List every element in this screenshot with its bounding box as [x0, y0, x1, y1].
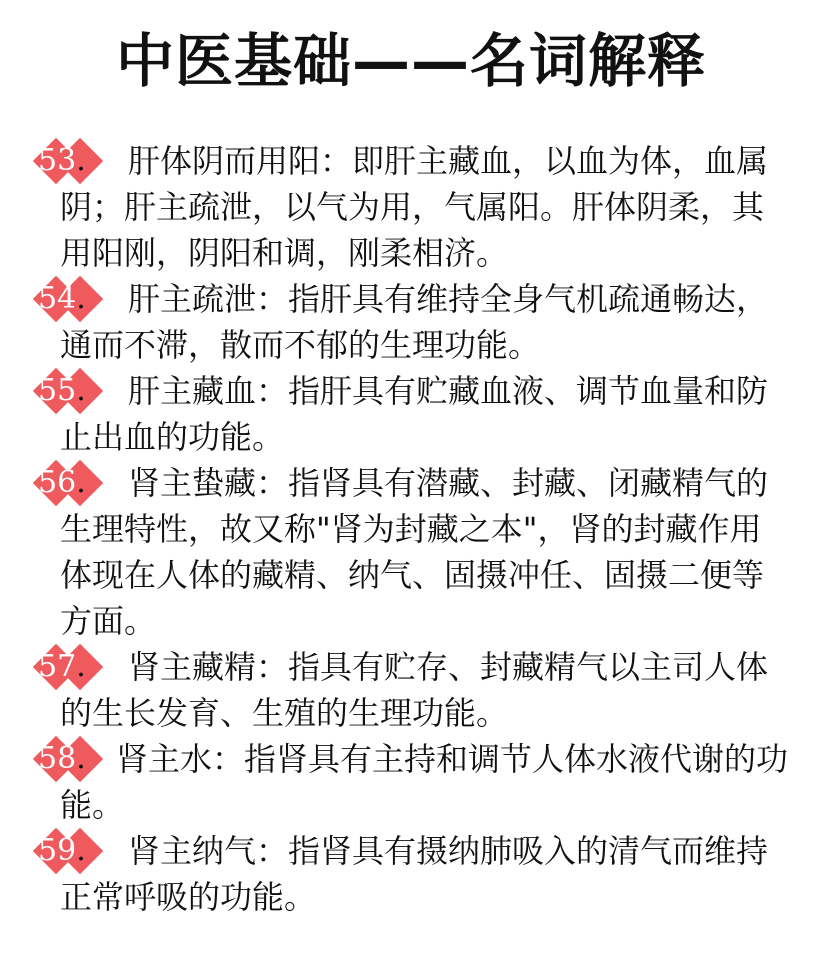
- entry-text: 肾主藏精：指具有贮存、封藏精气以主司人体的生长发育、生殖的生理功能。: [60, 648, 769, 732]
- number-badge: [36, 460, 98, 506]
- entry-text: 肝体阴而用阳：即肝主藏血，以血为体，血属阴；肝主疏泄，以气为用，气属阳。肝体阴柔，其用阳刚，阴阳和调，刚柔相济。: [60, 142, 769, 272]
- entry-text: 肾主水：指肾具有主持和调节人体水液代谢的功能。: [60, 740, 789, 824]
- entry-text: 肾主蛰藏：指肾具有潜藏、封藏、闭藏精气的生理特性，故又称"肾为封藏之本"，肾的封藏作用体现在人体的藏精、纳气、固摄冲任、固摄二便等方面。: [60, 464, 769, 640]
- entry-number: 58.: [38, 741, 86, 776]
- list-item: [38, 828, 790, 920]
- list-item: [38, 276, 790, 368]
- term-list: [38, 138, 790, 920]
- entry-number: 53.: [38, 143, 86, 178]
- entry-text: 肝主疏泄：指肝具有维持全身气机疏通畅达，通而不滞，散而不郁的生理功能。: [60, 280, 769, 364]
- list-item: [38, 460, 790, 644]
- number-badge: [36, 736, 98, 782]
- number-badge: [36, 276, 98, 322]
- list-item: [38, 368, 790, 460]
- number-badge: [36, 828, 98, 874]
- number-badge: [36, 368, 98, 414]
- entry-number: 59.: [38, 833, 86, 868]
- entry-number: 55.: [38, 373, 86, 408]
- entry-text: 肝主藏血：指肝具有贮藏血液、调节血量和防止出血的功能。: [60, 372, 769, 456]
- entry-number: 57.: [38, 649, 86, 684]
- entry-number: 54.: [38, 281, 86, 316]
- number-badge: [36, 644, 98, 690]
- list-item: [38, 736, 790, 828]
- entry-text: 肾主纳气：指肾具有摄纳肺吸入的清气而维持正常呼吸的功能。: [60, 832, 769, 916]
- list-item: [38, 644, 790, 736]
- entry-number: 56.: [38, 465, 86, 500]
- list-item: [38, 138, 790, 276]
- number-badge: [36, 138, 98, 184]
- page-title: 中医基础——名词解释: [115, 27, 706, 95]
